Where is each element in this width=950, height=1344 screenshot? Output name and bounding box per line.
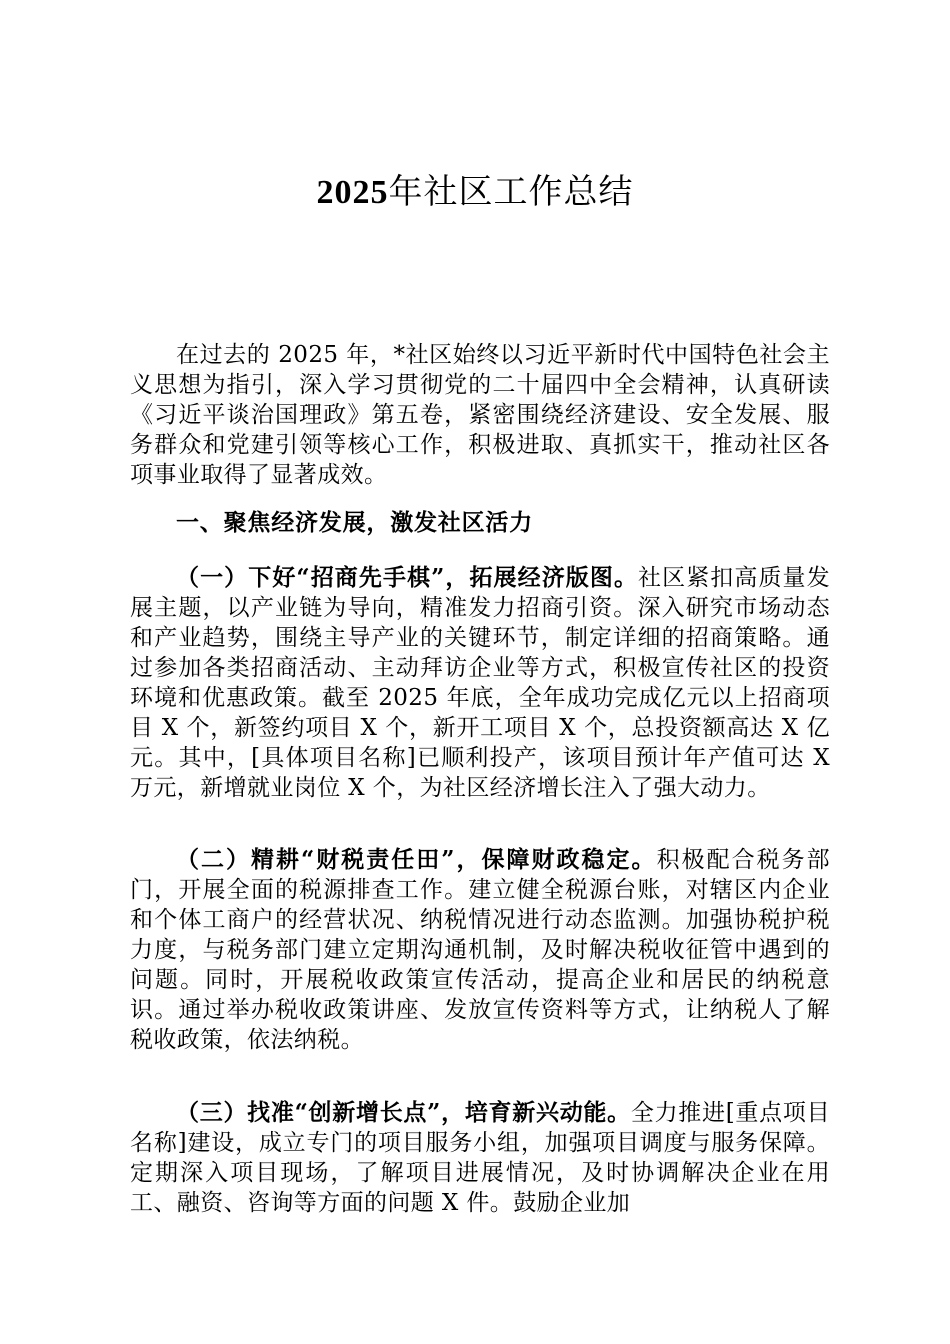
subsection-1-body: 社区紧扣高质量发展主题，以产业链为导向，精准发力招商引资。深入研究市场动态和产业趋势，围绕主导产业的关键环节，制定详细的招商策略。通过参加各类招商活动、主动拜访企业等方式，积极宣传社区的投资环境和优惠政策。截至 2025 年底，全年成功完成亿元以上招商项目 X 个，新签约项目 X 个，新开工项目 X 个，总投资额高达 X 亿元。其中，[具体项目名称]已顺利投产，该项目预计年产值可达 X 万元，新增就业岗位 X 个，为社区经济增长注入了强大动力。	[130, 565, 830, 801]
subsection-2-paragraph	[130, 845, 830, 1055]
subsection-3-paragraph	[130, 1098, 830, 1218]
title-text: 年社区工作总结	[388, 172, 634, 212]
subsection-2-body: 积极配合税务部门，开展全面的税源排查工作。建立健全税源台账，对辖区内企业和个体工商户的经营状况、纳税情况进行动态监测。加强协税护税力度，与税务部门建立定期沟通机制，及时解决税收征管中遇到的问题。同时，开展税收政策宣传活动，提高企业和居民的纳税意识。通过举办税收政策讲座、发放宣传资料等方式，让纳税人了解税收政策，依法纳税。	[130, 847, 830, 1053]
subsection-2-heading: （二）精耕“财税责任田”，保障财政稳定。	[176, 846, 657, 873]
document-title	[0, 168, 950, 217]
subsection-1-paragraph	[130, 563, 830, 803]
section-heading-1: 一、聚焦经济发展，激发社区活力	[176, 509, 533, 536]
intro-paragraph: 在过去的 2025 年，*社区始终以习近平新时代中国特色社会主义思想为指引，深入学习贯彻党的二十届四中全会精神，认真研读《习近平谈治国理政》第五卷，紧密围绕经济建设、安全发展、服务群众和党建引领等核心工作，积极进取、真抓实干，推动社区各项事业取得了显著成效。	[130, 342, 830, 488]
subsection-3-body: 全力推进[重点项目名称]建设，成立专门的项目服务小组，加强项目调度与服务保障。定期深入项目现场，了解项目进展情况，及时协调解决企业在用工、融资、咨询等方面的问题 X 件。鼓励企业加	[130, 1100, 830, 1216]
subsection-3-heading: （三）找准“创新增长点”，培育新兴动能。	[176, 1099, 631, 1126]
title-year: 2025	[316, 174, 389, 211]
subsection-1-heading: （一）下好“招商先手棋”，拓展经济版图。	[176, 564, 639, 591]
